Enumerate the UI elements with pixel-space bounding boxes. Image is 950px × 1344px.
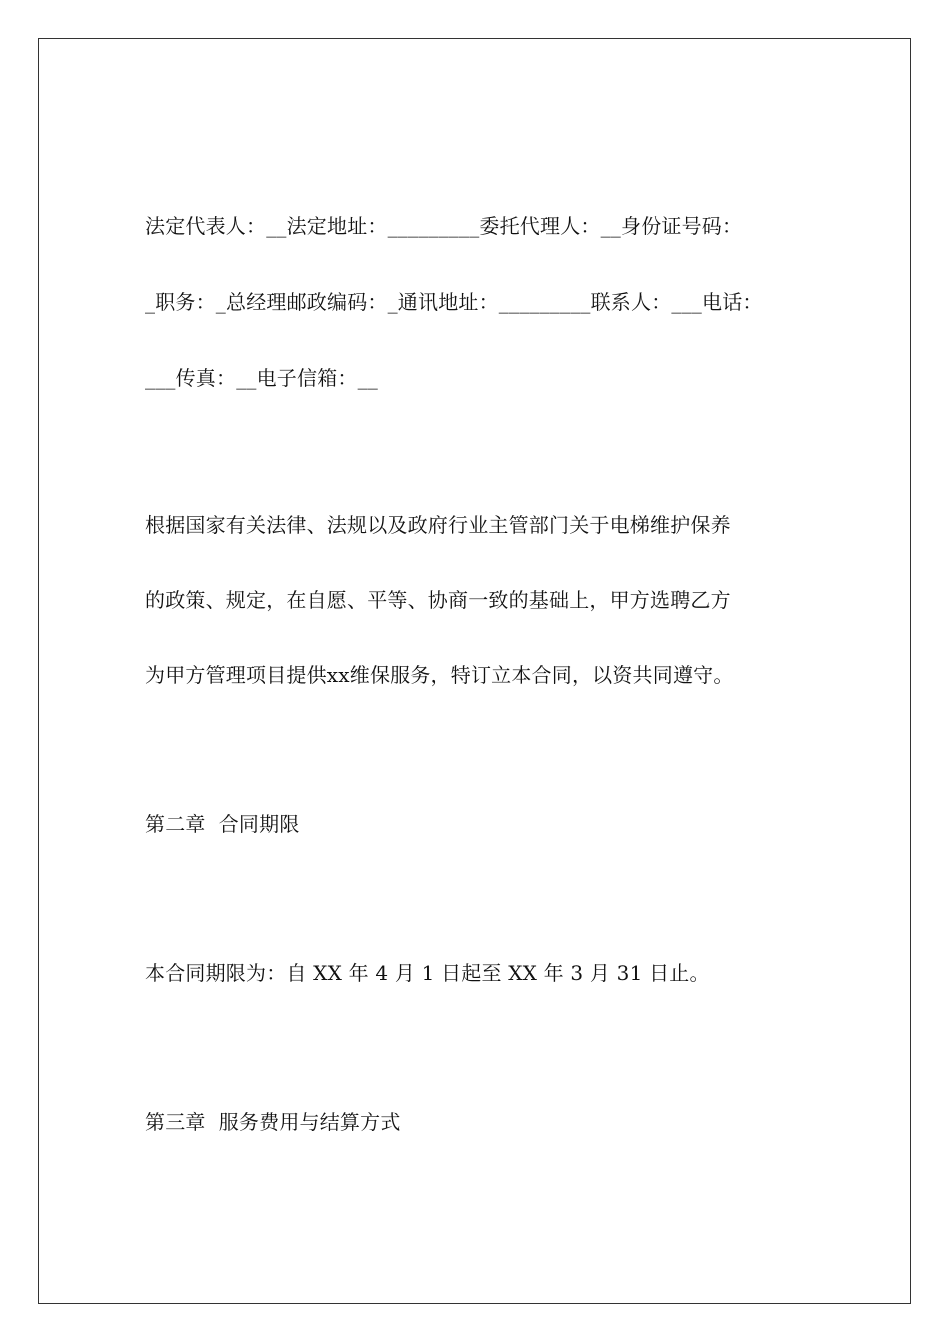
preamble-line-3: 为甲方管理项目提供xx维保服务，特订立本合同，以资共同遵守。 bbox=[145, 663, 734, 687]
preamble-line-2: 的政策、规定，在自愿、平等、协商一致的基础上，甲方选聘乙方 bbox=[145, 588, 731, 612]
party-info-line-1: 法定代表人：__法定地址：_________委托代理人：__身份证号码： bbox=[145, 214, 743, 238]
party-info-line-2: _职务：_总经理邮政编码：_通讯地址：_________联系人：___电话： bbox=[145, 290, 763, 314]
chapter-2-term-text: 本合同期限为：自 XX 年 4 月 1 日起至 XX 年 3 月 31 日止。 bbox=[145, 961, 710, 985]
chapter-2-heading: 第二章 合同期限 bbox=[145, 812, 300, 836]
chapter-3-heading: 第三章 服务费用与结算方式 bbox=[145, 1110, 401, 1134]
preamble-line-1: 根据国家有关法律、法规以及政府行业主管部门关于电梯维护保养 bbox=[145, 513, 731, 537]
party-info-line-3: ___传真：__电子信箱：__ bbox=[145, 366, 378, 390]
